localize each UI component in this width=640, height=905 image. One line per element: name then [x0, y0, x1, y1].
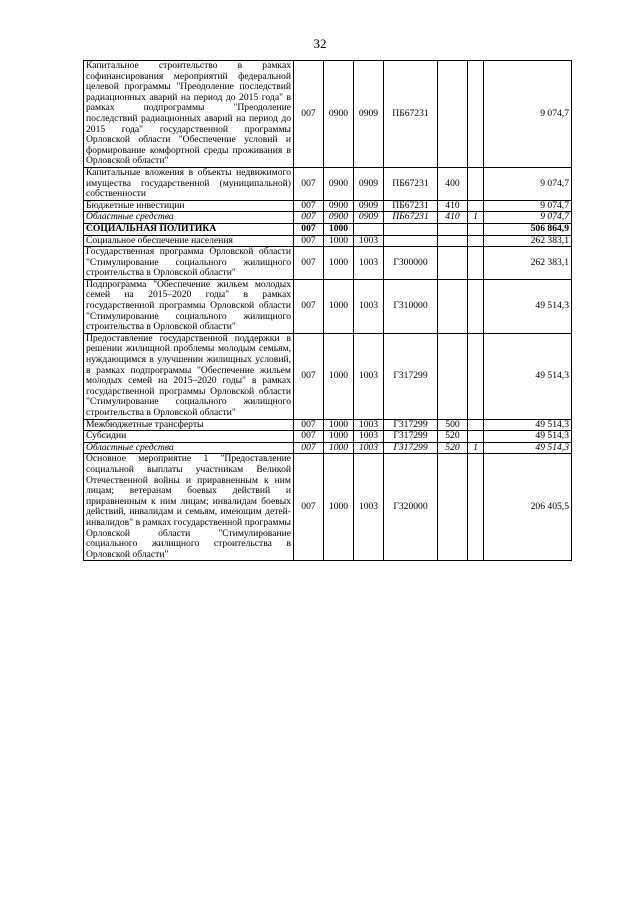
table-row — [84, 333, 572, 419]
row-description: Социальное обеспечение населения — [84, 235, 294, 247]
cell-funding-source — [468, 419, 484, 431]
cell-amount: 9 074,7 — [484, 200, 572, 212]
cell-amount: 49 514,3 — [484, 419, 572, 431]
cell-expense-type: 400 — [438, 167, 468, 200]
budget-table-body — [84, 61, 572, 561]
cell-subsection-code — [354, 223, 384, 235]
table-row — [84, 167, 572, 200]
cell-target-article: ПБ67231 — [384, 200, 438, 212]
cell-funding-source — [468, 200, 484, 212]
cell-section-code: 1000 — [324, 247, 354, 280]
cell-target-article: ПБ67231 — [384, 61, 438, 168]
table-row — [84, 61, 572, 168]
cell-amount: 206 405,5 — [484, 454, 572, 561]
cell-subsection-code: 1003 — [354, 279, 384, 333]
cell-expense-type — [438, 247, 468, 280]
cell-expense-type — [438, 333, 468, 419]
cell-department-code: 007 — [294, 333, 324, 419]
cell-subsection-code: 1003 — [354, 419, 384, 431]
cell-section-code: 0900 — [324, 61, 354, 168]
cell-section-code: 0900 — [324, 212, 354, 224]
cell-subsection-code: 1003 — [354, 235, 384, 247]
row-description: Предоставление государственной поддержки в решении жилищной проблемы молодым семьям, нуждающимся в улучшении жилищных условий, в рамках подпрограммы "Обеспечение жильем молодых семей на 2015–2020 годы" в рамках государственной программы Орловской области "Стимулирование социального жилищного строительства в Орловской области" — [84, 333, 294, 419]
cell-subsection-code: 1003 — [354, 442, 384, 454]
cell-amount: 49 514,3 — [484, 279, 572, 333]
table-row — [84, 454, 572, 561]
cell-department-code: 007 — [294, 167, 324, 200]
cell-target-article: Г317299 — [384, 333, 438, 419]
cell-department-code: 007 — [294, 431, 324, 443]
row-description: Областные средства — [84, 442, 294, 454]
cell-expense-type: 500 — [438, 419, 468, 431]
cell-target-article: Г317299 — [384, 442, 438, 454]
cell-expense-type: 410 — [438, 212, 468, 224]
row-description: Областные средства — [84, 212, 294, 224]
cell-funding-source — [468, 333, 484, 419]
cell-department-code: 007 — [294, 223, 324, 235]
cell-expense-type — [438, 235, 468, 247]
cell-department-code: 007 — [294, 235, 324, 247]
cell-subsection-code: 1003 — [354, 454, 384, 561]
cell-funding-source: 1 — [468, 442, 484, 454]
cell-expense-type — [438, 61, 468, 168]
cell-target-article: Г317299 — [384, 419, 438, 431]
cell-subsection-code: 0909 — [354, 167, 384, 200]
cell-section-code: 1000 — [324, 333, 354, 419]
cell-subsection-code: 1003 — [354, 431, 384, 443]
cell-funding-source — [468, 431, 484, 443]
cell-amount: 262 383,1 — [484, 235, 572, 247]
row-description: Бюджетные инвестиции — [84, 200, 294, 212]
cell-expense-type — [438, 223, 468, 235]
cell-expense-type: 410 — [438, 200, 468, 212]
cell-amount: 9 074,7 — [484, 212, 572, 224]
cell-section-code: 1000 — [324, 454, 354, 561]
table-row — [84, 247, 572, 280]
row-description: Капитальные вложения в объекты недвижимого имущества государственной (муниципальной) собственности — [84, 167, 294, 200]
row-description: СОЦИАЛЬНАЯ ПОЛИТИКА — [84, 223, 294, 235]
cell-expense-type: 520 — [438, 431, 468, 443]
cell-funding-source — [468, 279, 484, 333]
cell-amount: 9 074,7 — [484, 61, 572, 168]
cell-expense-type — [438, 279, 468, 333]
cell-section-code: 1000 — [324, 235, 354, 247]
cell-funding-source: 1 — [468, 212, 484, 224]
cell-funding-source — [468, 454, 484, 561]
cell-target-article: Г300000 — [384, 247, 438, 280]
cell-target-article — [384, 223, 438, 235]
table-row — [84, 279, 572, 333]
row-description: Межбюджетные трансферты — [84, 419, 294, 431]
cell-expense-type: 520 — [438, 442, 468, 454]
cell-subsection-code: 0909 — [354, 200, 384, 212]
cell-target-article: Г320000 — [384, 454, 438, 561]
cell-amount: 9 074,7 — [484, 167, 572, 200]
cell-target-article: ПБ67231 — [384, 167, 438, 200]
table-row — [84, 431, 572, 443]
row-description: Государственная программа Орловской области "Стимулирование социального жилищного строительства в Орловской области" — [84, 247, 294, 280]
budget-table — [83, 60, 572, 561]
cell-section-code: 0900 — [324, 200, 354, 212]
cell-department-code: 007 — [294, 212, 324, 224]
cell-section-code: 0900 — [324, 167, 354, 200]
cell-section-code: 1000 — [324, 279, 354, 333]
cell-subsection-code: 1003 — [354, 247, 384, 280]
cell-department-code: 007 — [294, 200, 324, 212]
cell-funding-source — [468, 167, 484, 200]
cell-subsection-code: 0909 — [354, 61, 384, 168]
cell-funding-source — [468, 247, 484, 280]
cell-amount: 49 514,3 — [484, 442, 572, 454]
cell-department-code: 007 — [294, 454, 324, 561]
row-description: Основное мероприятие 1 "Предоставление социальной выплаты участникам Великой Отечественной войны и приравненным к ним лицам; ветеранам боевых действий и приравненным к ним лицам; инвалидам боевых действий, инвалидам и семьям, имеющим детей-инвалидов" в рамках государственной программы Орловской области "Стимулирование социального жилищного строительства в Орловской области" — [84, 454, 294, 561]
cell-department-code: 007 — [294, 419, 324, 431]
cell-target-article: ПБ67231 — [384, 212, 438, 224]
cell-funding-source — [468, 235, 484, 247]
table-row — [84, 419, 572, 431]
cell-section-code: 1000 — [324, 431, 354, 443]
page-number: 32 — [313, 36, 327, 51]
cell-expense-type — [438, 454, 468, 561]
cell-target-article: Г310000 — [384, 279, 438, 333]
table-row — [84, 442, 572, 454]
table-row — [84, 200, 572, 212]
row-description: Субсидии — [84, 431, 294, 443]
cell-department-code: 007 — [294, 247, 324, 280]
cell-subsection-code: 1003 — [354, 333, 384, 419]
cell-section-code: 1000 — [324, 223, 354, 235]
cell-amount: 506 864,9 — [484, 223, 572, 235]
cell-amount: 49 514,3 — [484, 431, 572, 443]
table-row — [84, 223, 572, 235]
cell-amount: 49 514,3 — [484, 333, 572, 419]
cell-department-code: 007 — [294, 442, 324, 454]
cell-target-article — [384, 235, 438, 247]
cell-department-code: 007 — [294, 279, 324, 333]
cell-funding-source — [468, 61, 484, 168]
row-description: Подпрограмма "Обеспечение жильем молодых семей на 2015–2020 годы" в рамках государственной программы Орловской области "Стимулирование социального жилищного строительства в Орловской области" — [84, 279, 294, 333]
cell-target-article: Г317299 — [384, 431, 438, 443]
cell-section-code: 1000 — [324, 442, 354, 454]
table-row — [84, 235, 572, 247]
cell-funding-source — [468, 223, 484, 235]
row-description: Капитальное строительство в рамках софинансирования мероприятий федеральной целевой программы "Преодоление последствий радиационных аварий на период до 2015 года" в рамках подпрограммы "Преодоление последствий радиационных аварий на период до 2015 года" государственной программы Орловской области "Обеспечение условий и формирование комфортной среды проживания в Орловской области" — [84, 61, 294, 168]
table-row — [84, 212, 572, 224]
cell-subsection-code: 0909 — [354, 212, 384, 224]
cell-department-code: 007 — [294, 61, 324, 168]
cell-section-code: 1000 — [324, 419, 354, 431]
cell-amount: 262 383,1 — [484, 247, 572, 280]
